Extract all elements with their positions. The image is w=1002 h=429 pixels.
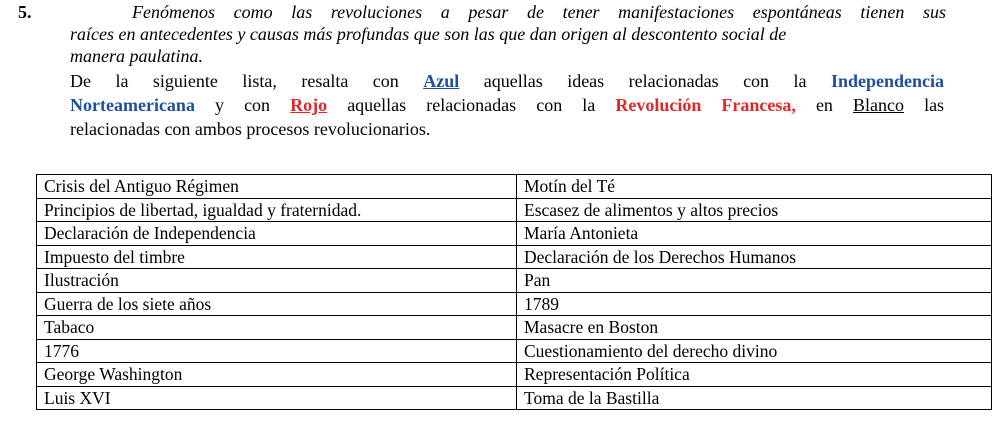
table-row — [37, 269, 992, 293]
table-cell-right: Masacre en Boston — [517, 316, 992, 340]
table-cell-left: George Washington — [37, 363, 517, 387]
table-cell-left: Principios de libertad, igualdad y fraternidad. — [37, 198, 517, 222]
table-cell-right: Representación Política — [517, 363, 992, 387]
table-cell-left: Ilustración — [37, 269, 517, 293]
table-row — [37, 339, 992, 363]
table-cell-right: 1789 — [517, 292, 992, 316]
norteamericana-keyword: Norteamericana — [70, 95, 195, 115]
table-row — [37, 316, 992, 340]
table-cell-right: Escasez de alimentos y altos precios — [517, 198, 992, 222]
concepts-table — [36, 174, 992, 410]
table-cell-right: Declaración de los Derechos Humanos — [517, 245, 992, 269]
table-cell-left: Luis XVI — [37, 386, 517, 410]
table-cell-left: Declaración de Independencia — [37, 222, 517, 246]
azul-keyword: Azul — [423, 71, 460, 91]
table-row — [37, 175, 992, 199]
table-row — [37, 222, 992, 246]
table-cell-left: Guerra de los siete años — [37, 292, 517, 316]
table-cell-right: Motín del Té — [517, 175, 992, 199]
instruction-line-2: Norteamericana y con Rojo aquellas relacionadas con la Revolución Francesa, en Blanco las — [70, 95, 945, 115]
independencia-keyword: Independencia — [831, 71, 945, 91]
table-cell-left: Crisis del Antiguo Régimen — [37, 175, 517, 199]
question-intro-line-2: raíces en antecedentes y causas más profundas que son las que dan origen al descontento social de — [70, 24, 787, 44]
question-intro-line-1: 5. Fenómenos como las revoluciones a pesar de tener manifestaciones espontáneas tienen sus — [18, 2, 946, 22]
table-cell-left: Tabaco — [37, 316, 517, 340]
table-row — [37, 198, 992, 222]
table-row — [37, 292, 992, 316]
table-cell-left: Impuesto del timbre — [37, 245, 517, 269]
question-number: 5. — [18, 2, 32, 22]
instruction-line-1: De la siguiente lista, resalta con Azul aquellas ideas relacionadas con la Independencia — [70, 71, 945, 91]
table-cell-right: Toma de la Bastilla — [517, 386, 992, 410]
instruction-line-3: relacionadas con ambos procesos revolucionarios. — [70, 119, 431, 139]
table-cell-right: María Antonieta — [517, 222, 992, 246]
question-intro-line-3: manera paulatina. — [70, 46, 203, 66]
rojo-keyword: Rojo — [290, 95, 328, 115]
table-row — [37, 386, 992, 410]
table-cell-right: Pan — [517, 269, 992, 293]
concepts-table-body — [37, 175, 992, 410]
table-cell-right: Cuestionamiento del derecho divino — [517, 339, 992, 363]
revolucion-francesa-keyword: Revolución Francesa, — [615, 95, 796, 115]
table-row — [37, 245, 992, 269]
blanco-keyword: Blanco — [853, 95, 904, 115]
table-row — [37, 363, 992, 387]
table-cell-left: 1776 — [37, 339, 517, 363]
